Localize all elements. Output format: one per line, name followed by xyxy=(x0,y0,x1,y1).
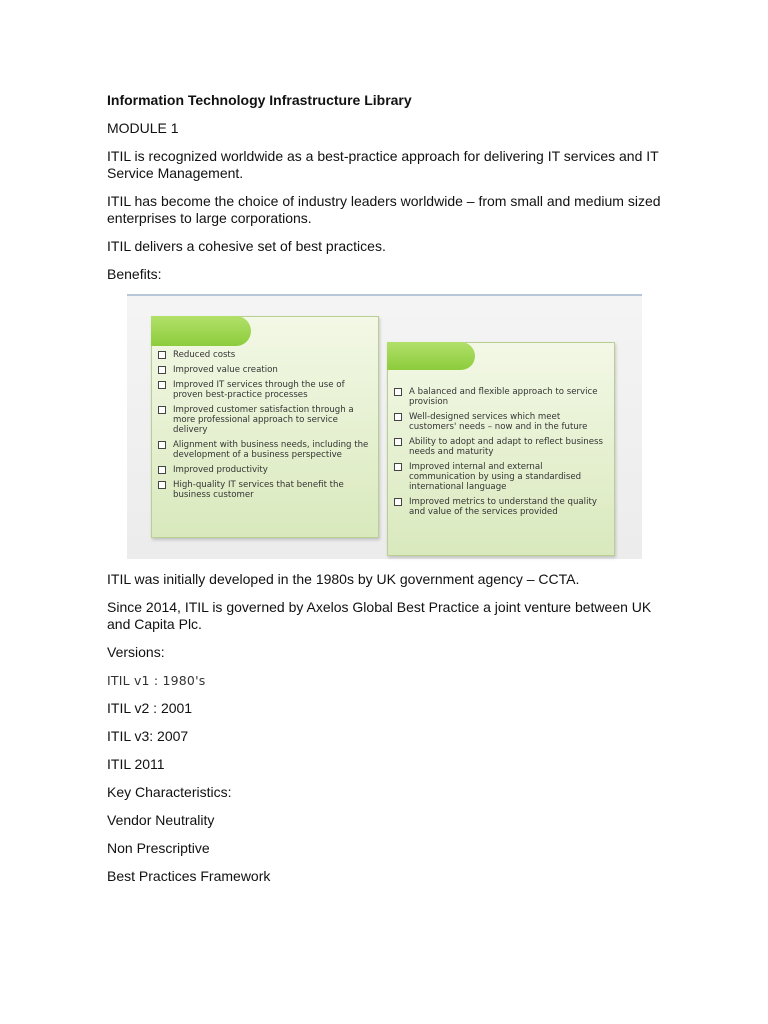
checkbox-bullet-icon xyxy=(394,463,402,471)
checkbox-bullet-icon xyxy=(158,481,166,489)
benefit-item xyxy=(158,365,372,375)
benefits-heading: Benefits: xyxy=(107,266,162,282)
benefit-text: Improved IT services through the use of proven best-practice processes xyxy=(173,380,345,400)
intro-paragraph: ITIL delivers a cohesive set of best practices. xyxy=(107,238,386,254)
card-tab xyxy=(151,316,251,346)
benefits-list-left xyxy=(158,350,372,505)
benefit-text: Alignment with business needs, including the development of a business perspective xyxy=(173,440,369,460)
history-paragraph: Since 2014, ITIL is governed by Axelos Global Best Practice a joint venture between UK and Capita Plc. xyxy=(107,599,652,632)
benefit-text: Well-designed services which meet customers' needs – now and in the future xyxy=(409,412,588,432)
benefits-figure xyxy=(127,294,642,559)
benefit-text: A balanced and flexible approach to service provision xyxy=(409,387,598,407)
benefit-item xyxy=(394,462,608,492)
benefit-item xyxy=(394,387,608,407)
intro-paragraph: ITIL is recognized worldwide as a best-practice approach for delivering IT services and IT Service Management. xyxy=(107,148,659,181)
checkbox-bullet-icon xyxy=(394,413,402,421)
benefit-text: Improved metrics to understand the quality and value of the services provided xyxy=(409,497,597,517)
benefits-list-right xyxy=(394,387,608,522)
benefits-card-right xyxy=(387,342,615,556)
characteristic-item: Best Practices Framework xyxy=(107,868,271,884)
history-paragraph: ITIL was initially developed in the 1980s by UK government agency – CCTA. xyxy=(107,571,580,587)
benefit-item xyxy=(158,350,372,360)
version-item: ITIL v2 : 2001 xyxy=(107,700,193,716)
benefit-text: High-quality IT services that benefit the business customer xyxy=(173,480,344,500)
benefit-text: Ability to adopt and adapt to reflect business needs and maturity xyxy=(409,437,603,457)
checkbox-bullet-icon xyxy=(158,406,166,414)
benefits-card-left xyxy=(151,316,379,538)
benefit-item xyxy=(394,412,608,432)
benefit-text: Improved productivity xyxy=(173,465,268,475)
characteristic-item: Non Prescriptive xyxy=(107,840,210,856)
checkbox-bullet-icon xyxy=(394,438,402,446)
checkbox-bullet-icon xyxy=(158,466,166,474)
benefit-item xyxy=(394,497,608,517)
benefit-text: Improved internal and external communication by using a standardised international language xyxy=(409,462,582,492)
benefit-item xyxy=(158,465,372,475)
checkbox-bullet-icon xyxy=(158,441,166,449)
checkbox-bullet-icon xyxy=(158,351,166,359)
version-item: ITIL 2011 xyxy=(107,756,165,772)
characteristic-item: Vendor Neutrality xyxy=(107,812,215,828)
checkbox-bullet-icon xyxy=(394,498,402,506)
benefit-item xyxy=(158,480,372,500)
checkbox-bullet-icon xyxy=(394,388,402,396)
characteristics-heading: Key Characteristics: xyxy=(107,784,232,800)
document-title: Information Technology Infrastructure Library xyxy=(107,92,412,108)
benefit-text: Reduced costs xyxy=(173,350,236,360)
document-page xyxy=(107,92,667,896)
benefit-item xyxy=(158,440,372,460)
benefit-text: Improved customer satisfaction through a more professional approach to service delivery xyxy=(173,405,354,435)
benefit-text: Improved value creation xyxy=(173,365,278,375)
version-item: ITIL v1 : 1980's xyxy=(107,673,206,688)
versions-heading: Versions: xyxy=(107,644,165,660)
version-item: ITIL v3: 2007 xyxy=(107,728,189,744)
card-tab xyxy=(387,342,475,370)
module-label: MODULE 1 xyxy=(107,120,179,136)
intro-paragraph: ITIL has become the choice of industry leaders worldwide – from small and medium sized enterprises to large corporations. xyxy=(107,193,661,226)
benefit-item xyxy=(158,405,372,435)
benefit-item xyxy=(394,437,608,457)
benefit-item xyxy=(158,380,372,400)
checkbox-bullet-icon xyxy=(158,381,166,389)
checkbox-bullet-icon xyxy=(158,366,166,374)
